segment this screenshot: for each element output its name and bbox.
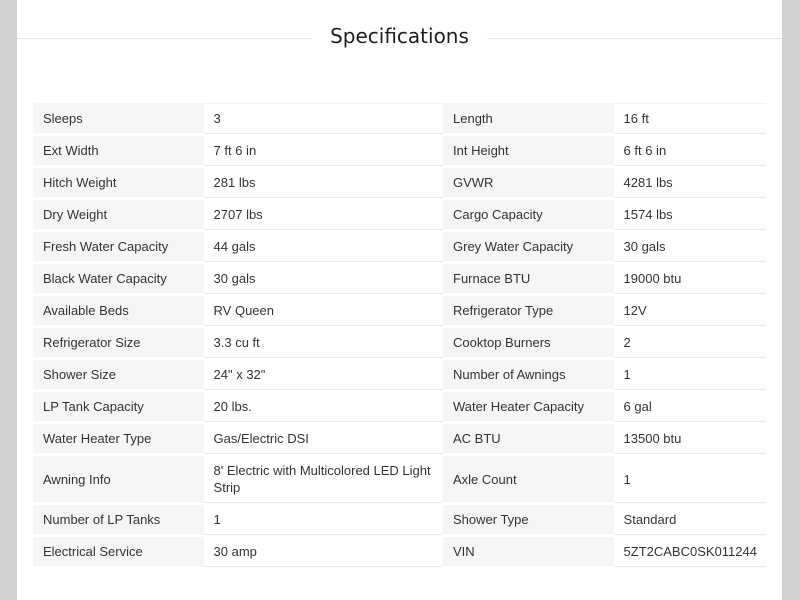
section-header	[17, 0, 782, 56]
content-panel	[17, 0, 782, 600]
table-row	[33, 505, 766, 535]
spec-label: VIN	[443, 537, 614, 567]
spec-value: 1	[614, 360, 766, 390]
spec-label: Cooktop Burners	[443, 328, 614, 358]
table-row	[33, 264, 766, 294]
spec-label: LP Tank Capacity	[33, 392, 204, 422]
spec-value: 5ZT2CABC0SK011244	[614, 537, 766, 567]
spec-value: 12V	[614, 296, 766, 326]
spec-value: 19000 btu	[614, 264, 766, 294]
spec-value: 3	[204, 103, 443, 134]
spec-label: Available Beds	[33, 296, 204, 326]
spec-label: Black Water Capacity	[33, 264, 204, 294]
spec-label: Awning Info	[33, 456, 204, 503]
spec-label: Refrigerator Size	[33, 328, 204, 358]
spec-label: Fresh Water Capacity	[33, 232, 204, 262]
table-row	[33, 136, 766, 166]
spec-label: Water Heater Capacity	[443, 392, 614, 422]
spec-value: 30 gals	[204, 264, 443, 294]
spec-label: GVWR	[443, 168, 614, 198]
spec-value: RV Queen	[204, 296, 443, 326]
spec-value: 6 ft 6 in	[614, 136, 766, 166]
spec-label: Grey Water Capacity	[443, 232, 614, 262]
spec-label: Ext Width	[33, 136, 204, 166]
table-row	[33, 537, 766, 567]
spec-label: Refrigerator Type	[443, 296, 614, 326]
table-row	[33, 103, 766, 134]
spec-label: Sleeps	[33, 103, 204, 134]
spec-label: Water Heater Type	[33, 424, 204, 454]
spec-value: 7 ft 6 in	[204, 136, 443, 166]
spec-label: Shower Type	[443, 505, 614, 535]
table-row	[33, 360, 766, 390]
spec-value: 1	[614, 456, 766, 503]
spec-value: 6 gal	[614, 392, 766, 422]
table-row	[33, 424, 766, 454]
spec-value: 1	[204, 505, 443, 535]
page-title-wrap	[17, 24, 782, 48]
table-row	[33, 232, 766, 262]
spec-label: Cargo Capacity	[443, 200, 614, 230]
spec-table	[33, 101, 766, 569]
page-title: Specifications	[312, 24, 487, 48]
spec-label: Length	[443, 103, 614, 134]
spec-value: 24" x 32"	[204, 360, 443, 390]
spec-value: 20 lbs.	[204, 392, 443, 422]
spec-value: 3.3 cu ft	[204, 328, 443, 358]
spec-label: Electrical Service	[33, 537, 204, 567]
spec-value: 30 amp	[204, 537, 443, 567]
spec-value: 4281 lbs	[614, 168, 766, 198]
table-row	[33, 392, 766, 422]
spec-label: Furnace BTU	[443, 264, 614, 294]
spec-value: Gas/Electric DSI	[204, 424, 443, 454]
spec-label: Dry Weight	[33, 200, 204, 230]
spec-table-container	[33, 101, 766, 569]
spec-value: 2707 lbs	[204, 200, 443, 230]
spec-value: 8' Electric with Multicolored LED Light Strip	[204, 456, 443, 503]
spec-value: 13500 btu	[614, 424, 766, 454]
spec-label: Int Height	[443, 136, 614, 166]
spec-value: 281 lbs	[204, 168, 443, 198]
spec-value: 2	[614, 328, 766, 358]
table-row	[33, 168, 766, 198]
table-row	[33, 328, 766, 358]
spec-label: Hitch Weight	[33, 168, 204, 198]
spec-label: Number of Awnings	[443, 360, 614, 390]
table-row	[33, 296, 766, 326]
table-row	[33, 200, 766, 230]
spec-value: 1574 lbs	[614, 200, 766, 230]
spec-label: Axle Count	[443, 456, 614, 503]
spec-value: 16 ft	[614, 103, 766, 134]
spec-value: 44 gals	[204, 232, 443, 262]
spec-value: Standard	[614, 505, 766, 535]
spec-label: Number of LP Tanks	[33, 505, 204, 535]
spec-label: AC BTU	[443, 424, 614, 454]
table-row	[33, 456, 766, 503]
spec-label: Shower Size	[33, 360, 204, 390]
spec-value: 30 gals	[614, 232, 766, 262]
